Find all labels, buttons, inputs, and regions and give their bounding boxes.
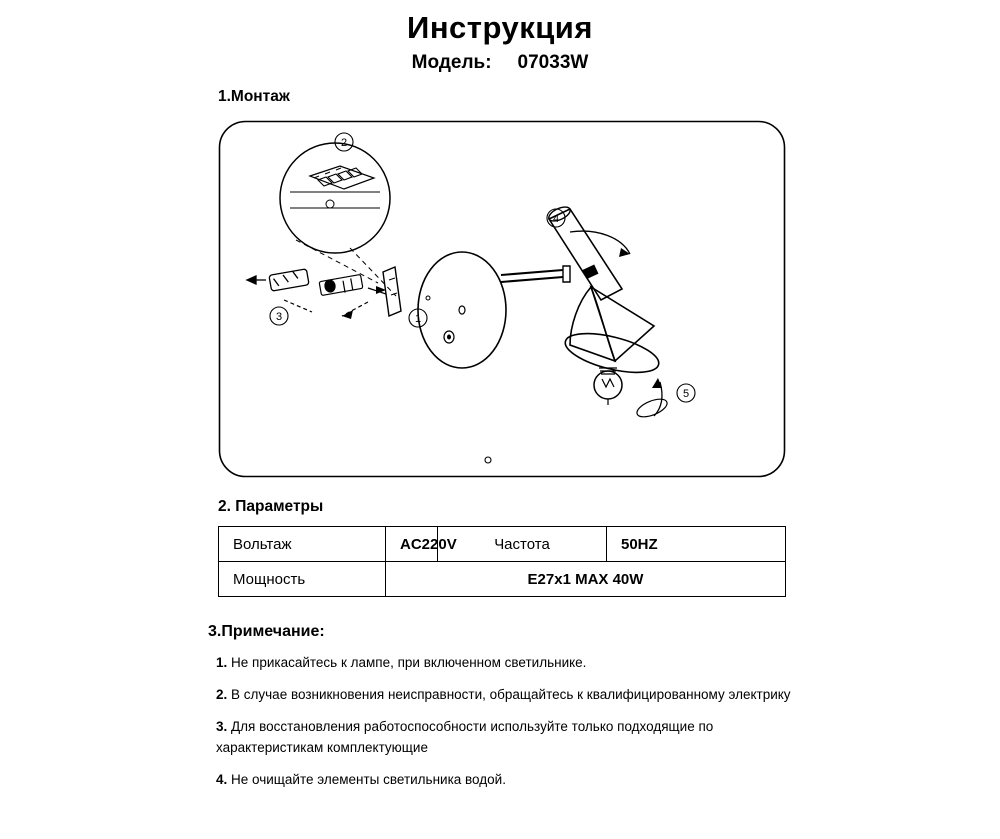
- section-notes-heading: 3.Примечание:: [208, 623, 325, 640]
- param-frequency-value: 50HZ: [607, 527, 786, 562]
- list-item: [216, 770, 796, 791]
- model-line: [0, 52, 1000, 74]
- note-text: Не прикасайтесь к лампе, при включенном светильнике.: [227, 655, 587, 670]
- model-label: Модель:: [411, 52, 492, 73]
- svg-text:1: 1: [414, 313, 422, 325]
- param-frequency-label: Частота: [438, 527, 607, 562]
- list-item: [216, 653, 796, 674]
- param-power-value: E27x1 MAX 40W: [386, 562, 786, 597]
- note-text: Не очищайте элементы светильника водой.: [227, 771, 506, 787]
- svg-text:3: 3: [275, 311, 283, 323]
- list-item: [216, 717, 796, 759]
- page-title: Инструкция: [407, 10, 593, 45]
- param-voltage-label: Вольтаж: [219, 527, 386, 562]
- instruction-page: [0, 6, 1000, 839]
- model-value: 07033W: [517, 52, 589, 73]
- params-table: [218, 526, 786, 597]
- note-number: 2.: [216, 686, 228, 702]
- list-item: [216, 685, 796, 706]
- note-number: 1.: [216, 655, 228, 670]
- svg-text:4: 4: [552, 213, 560, 225]
- svg-text:2: 2: [340, 137, 348, 149]
- section-params-heading: 2. Параметры: [218, 498, 324, 515]
- param-power-label: Мощность: [219, 562, 386, 597]
- note-number: 3.: [216, 718, 228, 734]
- note-number: 4.: [216, 771, 228, 787]
- installation-diagram: [218, 120, 786, 478]
- note-text: Для восстановления работоспособности используйте только подходящие по характеристикам комплектующие: [216, 718, 714, 755]
- param-voltage-value: AC220V: [386, 527, 438, 562]
- section-install-heading: 1.Монтаж: [218, 88, 290, 105]
- table-row: [219, 527, 786, 562]
- note-text: В случае возникновения неисправности, обращайтесь к квалифицированному электрику: [227, 686, 791, 702]
- notes-list: [216, 653, 796, 791]
- table-row: [219, 562, 786, 597]
- svg-text:5: 5: [682, 388, 690, 400]
